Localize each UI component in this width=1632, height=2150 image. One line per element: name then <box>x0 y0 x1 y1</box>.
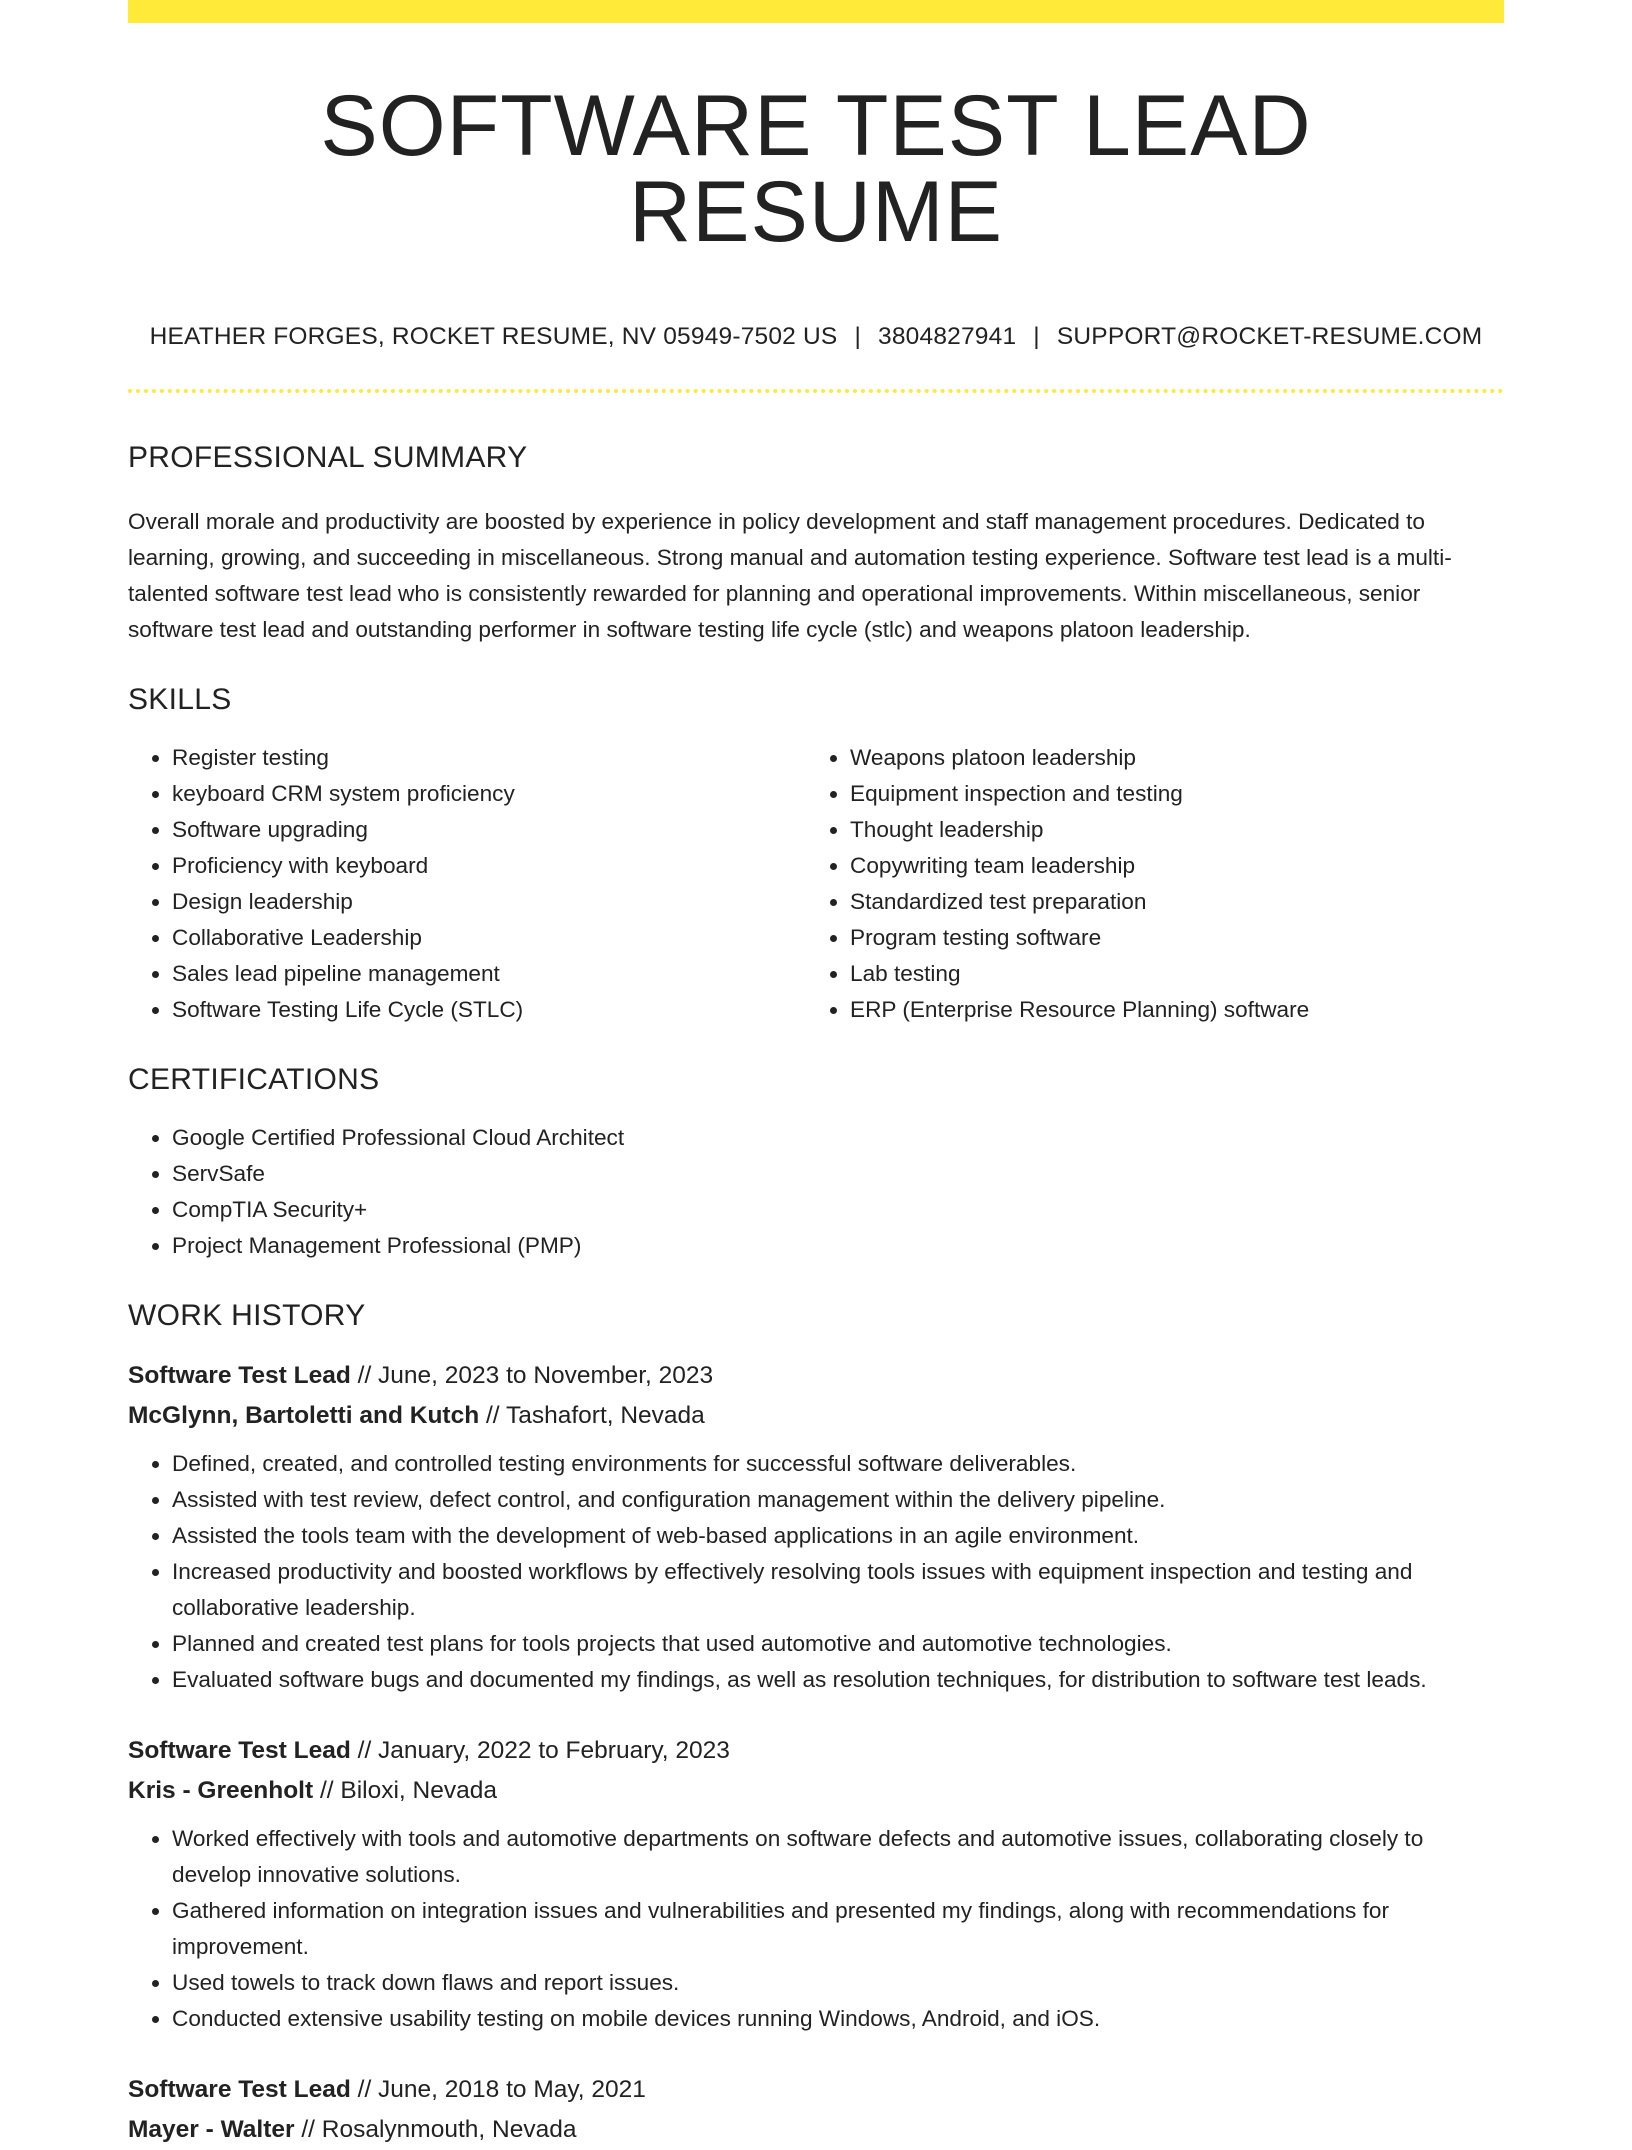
job-company: Kris - Greenholt <box>128 1777 314 1804</box>
job-title: Software Test Lead <box>128 1737 351 1764</box>
contact-separator: | <box>1033 323 1040 350</box>
summary-heading: PROFESSIONAL SUMMARY <box>128 441 528 474</box>
job-bullet: • Gathered information on integration issues and vulnerabilities and presented my findings, along with recommendations for improvement. <box>172 1893 1504 1965</box>
skill-item: • Register testing <box>172 740 806 776</box>
job-bullet: • Defined, created, and controlled testing environments for successful software deliverables. <box>172 1446 1504 1482</box>
skill-item: • Software upgrading <box>172 812 806 848</box>
skills-column-left <box>128 740 806 1028</box>
skill-item: • Lab testing <box>850 956 1484 992</box>
job-bullet: • Conducted extensive usability testing on mobile devices running Windows, Android, and iOS. <box>172 2001 1504 2037</box>
job-bullet: • Planned and created test plans for tools projects that used automotive and automotive technologies. <box>172 1626 1504 1662</box>
job-location: // Biloxi, Nevada <box>313 1777 497 1804</box>
job-entry <box>128 1356 1504 1698</box>
job-bullet: • Used towels to track down flaws and report issues. <box>172 1965 1504 2001</box>
dotted-divider <box>128 389 1504 393</box>
contact-address: HEATHER FORGES, ROCKET RESUME, NV 05949-7502 US <box>149 323 838 350</box>
page-title: SOFTWARE TEST LEAD RESUME <box>320 78 1312 260</box>
contact-line <box>128 323 1504 351</box>
skill-item: • Collaborative Leadership <box>172 920 806 956</box>
certifications-heading: CERTIFICATIONS <box>128 1063 380 1096</box>
job-location: // Tashafort, Nevada <box>479 1402 705 1429</box>
job-company-line <box>128 1396 1504 1436</box>
skill-item: • Proficiency with keyboard <box>172 848 806 884</box>
resume-page <box>128 0 1504 2150</box>
job-title: Software Test Lead <box>128 2076 351 2103</box>
summary-text: Overall morale and productivity are boosted by experience in policy development and staff management procedures. Dedicated to learning, growing, and succeeding in miscellaneous. Strong manual and automation testing experience. Software test lead is a multi-talented software test lead who is consistently rewarded for planning and operational improvements. Within miscellaneous, senior software test lead and outstanding performer in software testing life cycle (stlc) and weapons platoon leadership. <box>128 509 1452 642</box>
skill-item: • ERP (Enterprise Resource Planning) software <box>850 992 1484 1028</box>
skill-item: • Program testing software <box>850 920 1484 956</box>
skill-item: • Standardized test preparation <box>850 884 1484 920</box>
skill-item: • keyboard CRM system proficiency <box>172 776 806 812</box>
job-entry <box>128 1731 1504 2037</box>
job-company: Mayer - Walter <box>128 2116 295 2143</box>
contact-email: SUPPORT@ROCKET-RESUME.COM <box>1056 323 1483 350</box>
job-entry <box>128 2070 1504 2150</box>
skills-heading: SKILLS <box>128 683 232 716</box>
skill-item: • Thought leadership <box>850 812 1484 848</box>
certifications-list <box>128 1120 1504 1264</box>
job-title-line <box>128 1356 1504 1396</box>
job-company: McGlynn, Bartoletti and Kutch <box>128 1402 480 1429</box>
certification-item: • Project Management Professional (PMP) <box>172 1228 1504 1264</box>
job-bullet: • Worked effectively with tools and automotive departments on software defects and automotive issues, collaborating closely to develop innovative solutions. <box>172 1821 1504 1893</box>
certification-item: • ServSafe <box>172 1156 1504 1192</box>
job-bullet: • Increased productivity and boosted workflows by effectively resolving tools issues with equipment inspection and testing and collaborative leadership. <box>172 1554 1504 1626</box>
job-bullets <box>128 1821 1504 2037</box>
job-bullet: • Assisted with test review, defect control, and configuration management within the delivery pipeline. <box>172 1482 1504 1518</box>
skill-item: • Weapons platoon leadership <box>850 740 1484 776</box>
contact-separator: | <box>854 323 862 350</box>
job-bullets <box>128 1446 1504 1698</box>
job-title-line <box>128 2070 1504 2110</box>
contact-phone: 3804827941 <box>878 323 1017 350</box>
job-title: Software Test Lead <box>128 1362 351 1389</box>
job-bullet: • Evaluated software bugs and documented my findings, as well as resolution techniques, for distribution to software test leads. <box>172 1662 1504 1698</box>
work-history-heading: WORK HISTORY <box>128 1299 366 1332</box>
job-title-line <box>128 1731 1504 1771</box>
certification-item: • CompTIA Security+ <box>172 1192 1504 1228</box>
job-dates: // June, 2018 to May, 2021 <box>350 2076 646 2103</box>
skills-list <box>128 740 1504 1028</box>
top-accent-bar <box>128 0 1504 23</box>
skill-item: • Sales lead pipeline management <box>172 956 806 992</box>
job-company-line <box>128 2110 1504 2150</box>
job-company-line <box>128 1771 1504 1811</box>
job-dates: // January, 2022 to February, 2023 <box>350 1737 730 1764</box>
skill-item: • Equipment inspection and testing <box>850 776 1484 812</box>
skill-item: • Software Testing Life Cycle (STLC) <box>172 992 806 1028</box>
job-location: // Rosalynmouth, Nevada <box>294 2116 577 2143</box>
job-dates: // June, 2023 to November, 2023 <box>350 1362 714 1389</box>
skill-item: • Design leadership <box>172 884 806 920</box>
certification-item: • Google Certified Professional Cloud Architect <box>172 1120 1504 1156</box>
skills-column-right <box>806 740 1484 1028</box>
job-bullet: • Assisted the tools team with the development of web-based applications in an agile environment. <box>172 1518 1504 1554</box>
skill-item: • Copywriting team leadership <box>850 848 1484 884</box>
